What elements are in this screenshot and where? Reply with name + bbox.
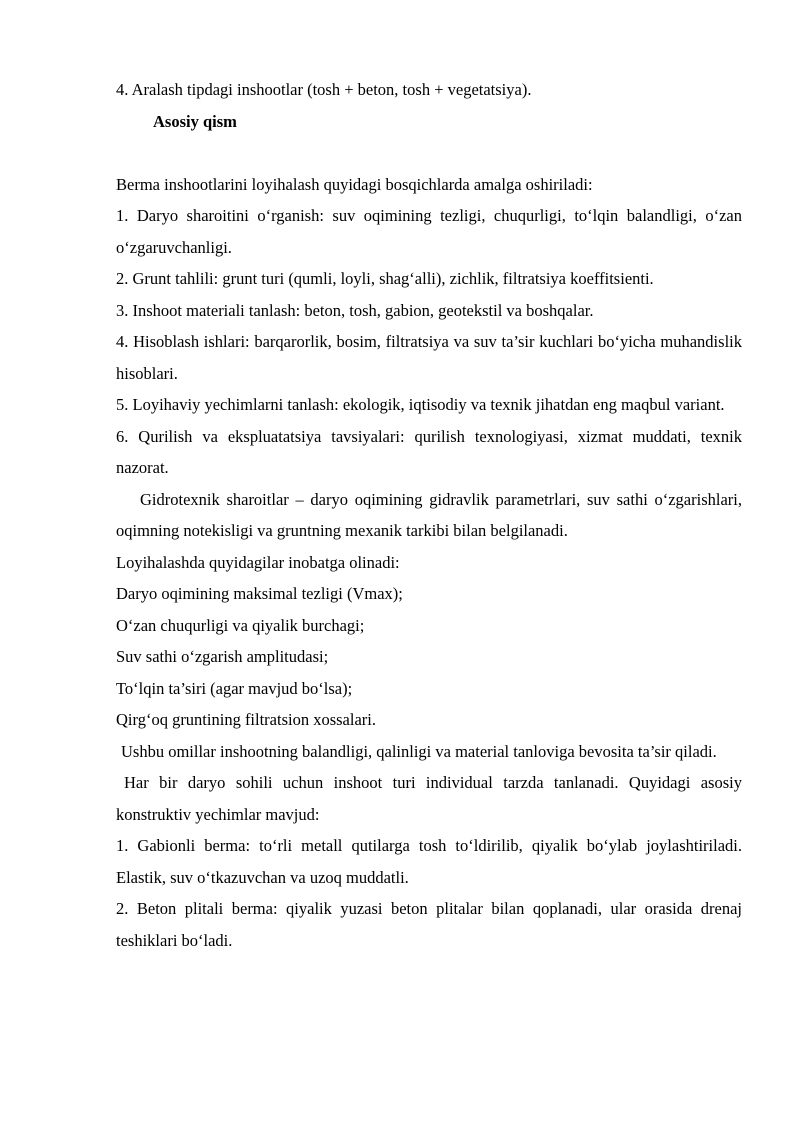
- hydro-paragraph: Gidrotexnik sharoitlar – daryo oqimining gidravlik parametrlari, suv sathi o‘zgarishlari, oqimning notekisligi va gruntning mexanik tarkibi bilan belgilanadi.: [116, 489, 742, 540]
- lead-paragraph: Berma inshootlarini loyihalash quyidagi bosqichlarda amalga oshiriladi:: [116, 174, 593, 194]
- spacer: [116, 137, 742, 169]
- types-paragraph: Har bir daryo sohili uchun inshoot turi individual tarzda tanlanadi. Quyidagi asosiy konstruktiv yechimlar mavjud:: [116, 773, 742, 824]
- step-item: 3. Inshoot materiali tanlash: beton, tosh, gabion, geotekstil va boshqalar.: [116, 300, 594, 320]
- considered-item: Qirg‘oq gruntining filtratsion xossalari.: [116, 710, 376, 729]
- factors-paragraph: Ushbu omillar inshootning balandligi, qalinligi va material tanloviga bevosita ta’sir qiladi.: [121, 741, 717, 761]
- considered-item: To‘lqin ta’siri (agar mavjud bo‘lsa);: [116, 678, 353, 698]
- document-page: [116, 74, 742, 956]
- considered-item: Suv sathi o‘zgarish amplitudasi;: [116, 647, 329, 666]
- step-item: 4. Hisoblash ishlari: barqarorlik, bosim, filtratsiya va suv ta’sir kuchlari bo‘yicha muhandislik hisoblari.: [116, 332, 742, 383]
- intro-list-item: 4. Aralash tipdagi inshootlar (tosh + beton, tosh + vegetatsiya).: [116, 80, 532, 99]
- step-item: 6. Qurilish va ekspluatatsiya tavsiyalari: qurilish texnologiyasi, xizmat muddati, texnik nazorat.: [116, 426, 742, 477]
- considered-intro: Loyihalashda quyidagilar inobatga olinadi:: [116, 552, 400, 572]
- step-item: 5. Loyihaviy yechimlarni tanlash: ekologik, iqtisodiy va texnik jihatdan eng maqbul variant.: [116, 395, 725, 414]
- step-item: 2. Grunt tahlili: grunt turi (qumli, loyli, shag‘alli), zichlik, filtratsiya koeffitsienti.: [116, 269, 654, 288]
- solution-item: 2. Beton plitali berma: qiyalik yuzasi beton plitalar bilan qoplanadi, ular orasida drenaj teshiklari bo‘ladi.: [116, 899, 742, 950]
- considered-item: Daryo oqimining maksimal tezligi (Vmax);: [116, 584, 403, 603]
- section-heading: Asosiy qism: [153, 111, 237, 131]
- step-item: 1. Daryo sharoitini o‘rganish: suv oqimining tezligi, chuqurligi, to‘lqin balandligi, o‘zan o‘zgaruvchanligi.: [116, 206, 742, 257]
- solution-item: 1. Gabionli berma: to‘rli metall qutilarga tosh to‘ldirilib, qiyalik bo‘ylab joylashtiriladi. Elastik, suv o‘tkazuvchan va uzoq muddatli.: [116, 836, 742, 887]
- considered-item: O‘zan chuqurligi va qiyalik burchagi;: [116, 615, 365, 635]
